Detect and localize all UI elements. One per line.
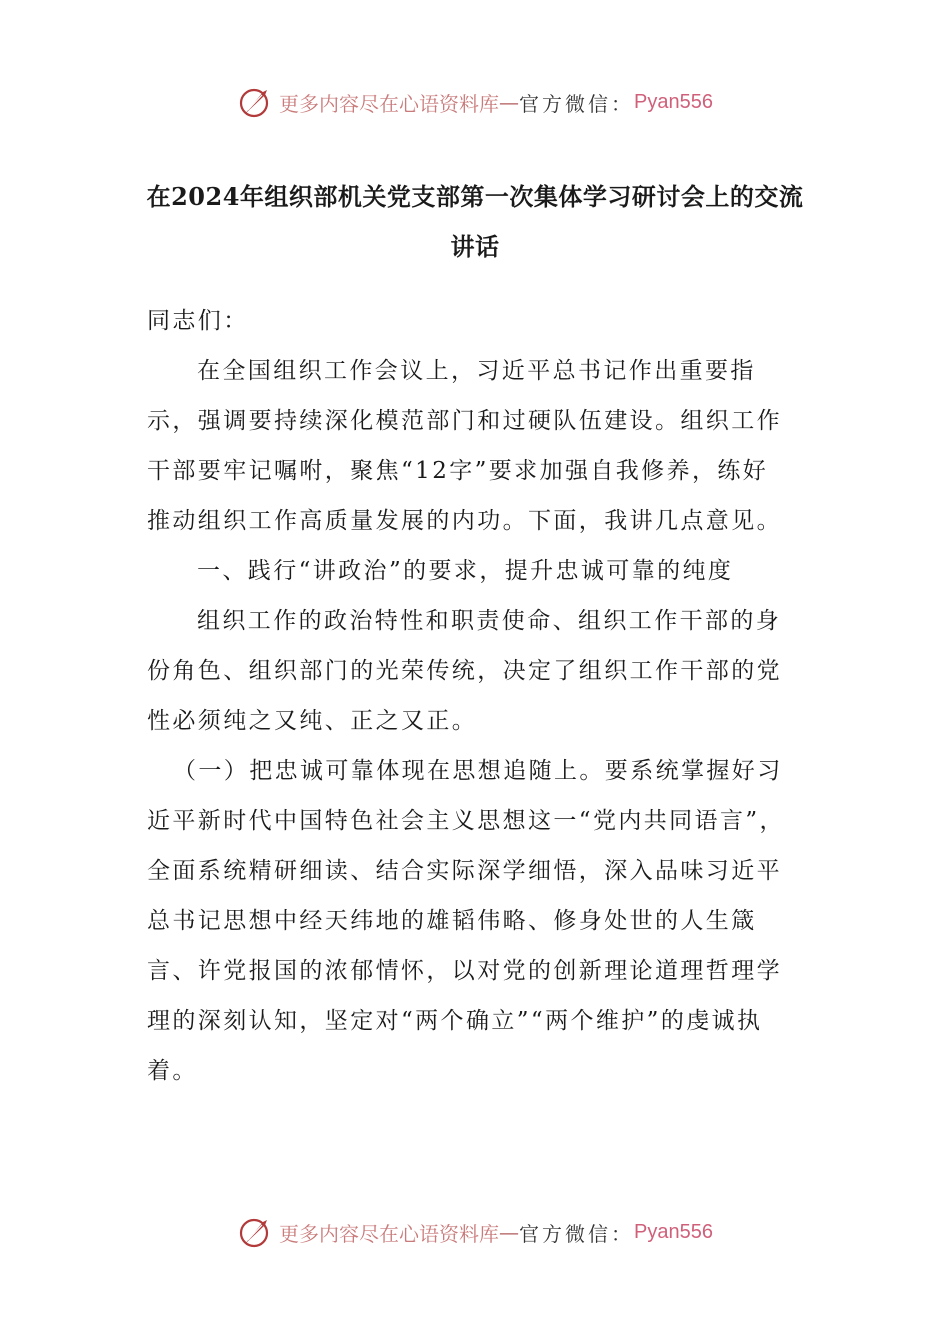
watermark-site-text: 更多内容尽在心语资料库 — [279, 1221, 500, 1246]
watermark-site-text: 更多内容尽在心语资料库 — [279, 91, 500, 116]
watermark-dash: — — [499, 90, 520, 114]
quill-logo-icon — [237, 1214, 273, 1250]
paragraph-subsection-1: （一）把忠诚可靠体现在思想追随上。要系统掌握好习近平新时代中国特色社会主义思想这一“党内共同语言”，全面系统精研细读、结合实际深学细悟，深入品味习近平总书记思想中经天纬地的雄韬伟略、修身处世的人生箴言、许党报国的浓郁情怀，以对党的创新理论道理哲理学理的深刻认知，坚定对“两个确立”“两个维护”的虔诚执着。 — [147, 758, 785, 1084]
watermark-wechat-label: 官方微信： — [519, 91, 635, 116]
document-body — [147, 296, 787, 1096]
watermark-wechat-id: Pyan556 — [634, 90, 713, 113]
document-title: 在2024年组织部机关党支部第一次集体学习研讨会上的交流讲话 — [146, 182, 804, 261]
watermark-dash: — — [499, 1220, 520, 1244]
header-watermark — [0, 82, 950, 122]
footer-watermark — [0, 1212, 950, 1252]
watermark-wechat-label: 官方微信： — [519, 1221, 635, 1246]
section-heading-1: 一、践行“讲政治”的要求，提升忠诚可靠的纯度 — [197, 558, 734, 584]
paragraph-intro: 在全国组织工作会议上，习近平总书记作出重要指示，强调要持续深化模范部门和过硬队伍建设。组织工作干部要牢记嘱咐，聚焦“12字”要求加强自我修养，练好推动组织工作高质量发展的内功。下面，我讲几点意见。 — [147, 358, 782, 534]
watermark-wechat-id: Pyan556 — [634, 1220, 713, 1243]
quill-logo-icon — [237, 84, 273, 120]
paragraph-section-1: 组织工作的政治特性和职责使命、组织工作干部的身份角色、组织部门的光荣传统，决定了组织工作干部的党性必须纯之又纯、正之又正。 — [147, 608, 782, 734]
salutation: 同志们： — [147, 308, 249, 334]
